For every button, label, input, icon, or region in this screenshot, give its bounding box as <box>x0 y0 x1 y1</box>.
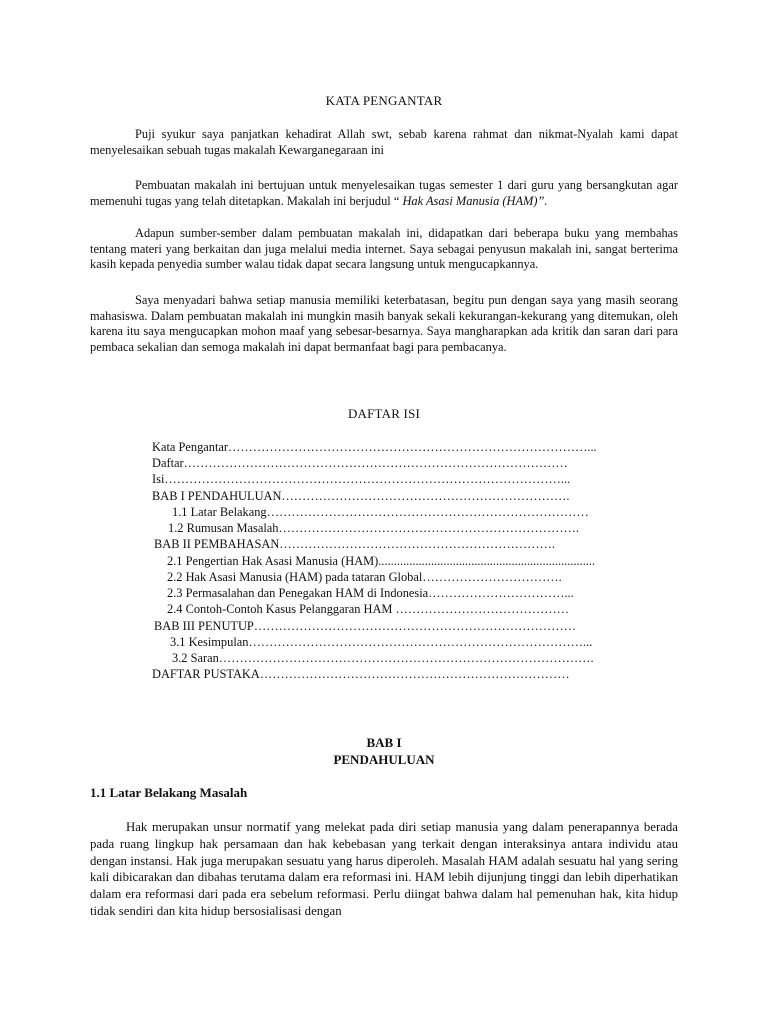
daftar-isi-title: DAFTAR ISI <box>347 406 421 421</box>
toc-entry: Kata Pengantar……………………………………………………………………………... <box>152 440 597 454</box>
toc-entry: BAB II PEMBAHASAN…………………………………………………………. <box>154 537 555 551</box>
chapter-body-text: Hak merupakan unsur normatif yang melekat pada diri setiap manusia yang dalam penerapannya berada pada ruang lingkup hak persamaan dan hak kebebasan yang terkait dengan interaksinya antara individu atau dengan instansi. Hak juga merupakan sesuatu yang harus diperoleh. Masalah HAM adalah sesuatu hal yang sering kali dibicarakan dan dibahas terutama dalam era reformasi ini. HAM lebih dijunjung tinggi dan lebih diperhatikan dalam era reformasi dari pada era sebelum reformasi. Perlu diingat bahwa dalam hal pemenuhan hak, kita hidup tidak sendiri dan kita hidup bersosialisasi dengan <box>90 820 678 918</box>
toc-entry: 2.3 Permasalahan dan Penegakan HAM di Indonesia……………………………... <box>167 586 574 600</box>
chapter-label: BAB I <box>366 735 402 750</box>
kata-pengantar-title: KATA PENGANTAR <box>325 93 443 108</box>
chapter-title: PENDAHULUAN <box>333 752 435 767</box>
toc-entry: 1.1 Latar Belakang…………………………………………………………………… <box>172 505 589 519</box>
paragraph-2-text: Pembuatan makalah ini bertujuan untuk menyelesaikan tugas semester 1 dari guru yang bersangkutan agar memenuhi tugas yang telah ditetapkan. Makalah ini berjudul “ <box>90 178 678 208</box>
toc-entry: 1.2 Rumusan Masalah………………………………………………………………. <box>168 521 579 535</box>
toc-entry: DAFTAR PUSTAKA………………………………………………………………… <box>152 667 570 681</box>
toc-entry: 3.1 Kesimpulan………………………………………………………………………... <box>170 635 593 649</box>
toc-entry: Daftar………………………………………………………………………………… <box>152 456 568 470</box>
kata-pengantar-paragraph-1: Puji syukur saya panjatkan kehadirat Allah swt, sebab karena rahmat dan nikmat-Nyalah kami dapat menyelesaikan sebuah tugas makalah Kewarganegaraan ini <box>90 127 678 157</box>
kata-pengantar-paragraph-4: Saya menyadari bahwa setiap manusia memiliki keterbatasan, begitu pun dengan saya yang masih seorang mahasiswa. Dalam pembuatan makalah ini mungkin masih banyak sekali kekurangan-kekurang yang ditemukan, oleh karena itu saya mengucapkan mohon maaf yang sebesar-besarnya. Saya mangharapkan ada kritik dan saran dari para pembaca sekalian dan semoga makalah ini dapat bermanfaat bagi para pembacanya. <box>90 293 678 354</box>
toc-entry: Isi……………………………………………………………………………………... <box>152 472 571 486</box>
section-heading: 1.1 Latar Belakang Masalah <box>90 785 248 800</box>
toc-entry: 2.4 Contoh-Contoh Kasus Pelanggaran HAM …………………………………… <box>167 602 569 616</box>
toc-entry: BAB III PENUTUP…………………………………………………………………… <box>154 619 576 633</box>
kata-pengantar-paragraph-3: Adapun sumber-sember dalam pembuatan makalah ini, didapatkan dari beberapa buku yang membahas tentang materi yang berkaitan dan juga melalui media internet. Saya sebagai penyusun makalah ini, sangat berterima kasih kepada penyedia sumber walau tidak dapat secara langsung untuk mengucapkannya. <box>90 226 678 272</box>
toc-entry: 2.2 Hak Asasi Manusia (HAM) pada tataran Global……………………………. <box>167 570 562 584</box>
toc-entry: BAB I PENDAHULUAN……………………………………………………………. <box>152 489 570 503</box>
paragraph-2-title-italic: Hak Asasi Manusia (HAM)”. <box>402 193 548 208</box>
toc-entry: 2.1 Pengertian Hak Asasi Manusia (HAM)...................................................................... <box>167 554 596 568</box>
kata-pengantar-paragraph-2 <box>90 178 678 209</box>
toc-entry: 3.2 Saran………………………………………………………………………………. <box>172 651 594 665</box>
